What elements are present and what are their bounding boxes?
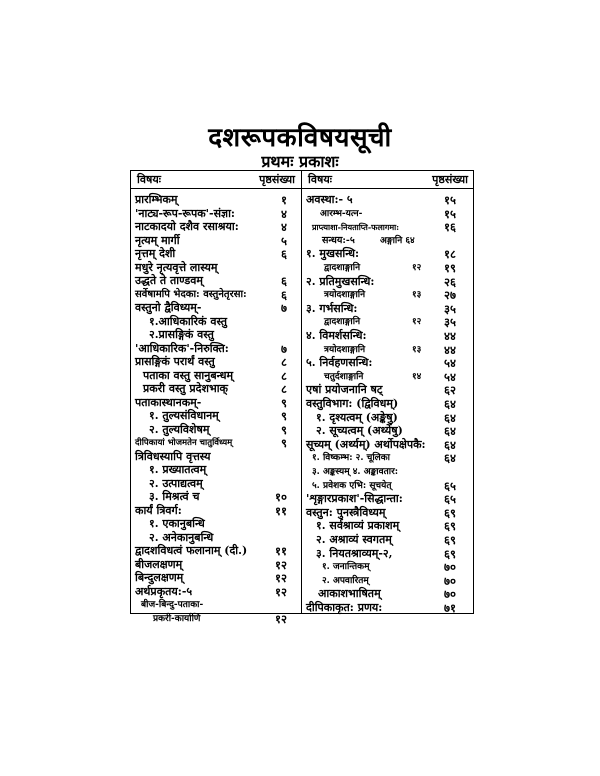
toc-entry-count: १४ bbox=[412, 371, 422, 382]
toc-row bbox=[131, 571, 301, 585]
toc-entry-text: २. अनेकानुबन्धि bbox=[149, 530, 214, 544]
toc-page-number: ४ bbox=[281, 220, 287, 234]
toc-page-number: १२ bbox=[275, 557, 287, 572]
toc-entry-count: १३ bbox=[412, 290, 422, 301]
toc-row bbox=[302, 234, 474, 248]
toc-row bbox=[302, 411, 474, 425]
toc-entry-text: १.आधिकारिकं वस्तु bbox=[149, 314, 227, 328]
toc-row bbox=[131, 531, 301, 545]
toc-entry-text: आरम्भ-यत्न- bbox=[320, 208, 363, 219]
toc-page-number: ९ bbox=[281, 422, 287, 437]
toc-page-number: ६ bbox=[281, 247, 287, 261]
toc-entry-text: २. सूच्यत्वम् (अर्थ्येषु) bbox=[316, 424, 403, 438]
toc-entry-count: १२ bbox=[412, 263, 422, 273]
toc-entry-text: प्राप्त्याशा-नियताप्ति-फलागमा: bbox=[312, 222, 400, 233]
toc-row bbox=[302, 329, 474, 343]
toc-entry-text: अवस्था:- ५ bbox=[306, 193, 353, 206]
toc-row bbox=[302, 261, 474, 275]
toc-page-number: २६ bbox=[444, 274, 456, 289]
toc-page-number: ९ bbox=[281, 409, 287, 423]
toc-entry-text: द्वादशाङ्गानि bbox=[324, 263, 361, 273]
toc-entry-text: एषां प्रयोजनानि षट् bbox=[306, 383, 383, 397]
header-rule bbox=[131, 188, 473, 189]
toc-page-number: ३५ bbox=[444, 301, 456, 316]
right-subject-header: विषयः bbox=[308, 173, 332, 186]
toc-page-number: १२ bbox=[275, 611, 287, 626]
toc-row bbox=[131, 409, 301, 423]
toc-row bbox=[131, 220, 301, 234]
toc-entry-text: १. मुखसन्धि: bbox=[306, 247, 360, 261]
toc-row bbox=[131, 423, 301, 437]
toc-row bbox=[302, 370, 474, 384]
toc-page-number: ७० bbox=[444, 560, 456, 575]
toc-row bbox=[302, 560, 474, 574]
toc-row bbox=[131, 382, 301, 396]
chapter-subtitle: प्रथमः प्रकाशः bbox=[261, 152, 339, 171]
toc-page-number: ६९ bbox=[444, 533, 456, 547]
toc-row bbox=[302, 506, 474, 520]
toc-page-number: ८ bbox=[281, 368, 287, 383]
toc-entry-text: वस्तुन: पुनस्त्रैविध्यम् bbox=[306, 505, 386, 519]
toc-page-number: ७० bbox=[444, 587, 456, 602]
toc-row bbox=[131, 585, 301, 599]
toc-entry-text: १. सर्वश्राव्यं प्रकाशम् bbox=[316, 519, 400, 533]
toc-row bbox=[131, 288, 301, 302]
toc-entry-text: नाटकादयो दशैव रसाश्रया: bbox=[135, 220, 239, 233]
toc-entry-text: १. एकानुबन्धि bbox=[149, 517, 205, 530]
toc-entry-text: ३. अङ्कस्यम् ४. अङ्कावतार: bbox=[312, 467, 399, 477]
toc-entry-text: सूच्यम् (अर्थ्यम्) अर्थोपक्षेपकै: bbox=[306, 437, 426, 451]
toc-row bbox=[302, 465, 474, 479]
toc-entry-text: वस्तुनो द्वैविध्यम्- bbox=[135, 301, 202, 314]
toc-row bbox=[302, 547, 474, 561]
toc-row bbox=[302, 479, 474, 493]
toc-row bbox=[131, 490, 301, 504]
toc-entry-text: प्रकरी वस्तु प्रदेशभाक् bbox=[143, 382, 228, 395]
toc-row bbox=[131, 598, 301, 612]
toc-row bbox=[131, 558, 301, 572]
toc-row bbox=[302, 275, 474, 289]
toc-row bbox=[302, 343, 474, 357]
toc-page-number: ५४ bbox=[444, 369, 456, 384]
toc-page-number: १८ bbox=[444, 247, 456, 262]
toc-entry-text: ३. नियतश्राव्यम्-२, bbox=[316, 546, 393, 560]
toc-page-number: ११ bbox=[275, 503, 287, 518]
toc-entry-text: २. अपवारितम् bbox=[322, 575, 369, 586]
toc-row bbox=[131, 247, 301, 261]
toc-row bbox=[302, 247, 474, 261]
toc-row bbox=[302, 315, 474, 329]
toc-row bbox=[131, 544, 301, 558]
toc-row bbox=[302, 356, 474, 370]
toc-entry-text: २. उत्पाद्यत्वम् bbox=[149, 476, 203, 490]
toc-row bbox=[302, 397, 474, 411]
toc-page-number: ६९ bbox=[444, 505, 456, 520]
toc-entry-count: १२ bbox=[412, 317, 422, 328]
toc-row bbox=[302, 451, 474, 465]
toc-row bbox=[131, 261, 301, 275]
toc-page-number: ४४ bbox=[444, 329, 456, 343]
toc-page-number: १६ bbox=[444, 220, 456, 235]
toc-page-number: ६४ bbox=[444, 410, 456, 425]
toc-row bbox=[302, 207, 474, 221]
toc-page-number: ६९ bbox=[444, 519, 456, 534]
toc-page-number: ६२ bbox=[444, 383, 456, 398]
toc-entry-text: बिन्दुलक्षणम् bbox=[135, 571, 184, 584]
toc-row bbox=[131, 517, 301, 531]
left-page-header: पृष्ठसंख्या bbox=[259, 173, 295, 186]
toc-entry-text: १. विष्कम्भ: २. चूलिका bbox=[312, 453, 391, 464]
toc-row bbox=[302, 492, 474, 506]
toc-row bbox=[302, 383, 474, 397]
toc-page-number: १२ bbox=[275, 571, 287, 585]
toc-row bbox=[302, 519, 474, 533]
toc-page-number: १५ bbox=[444, 193, 456, 207]
toc-entry-text: नृत्तम् देशी bbox=[135, 247, 176, 260]
toc-entry-text: १. दृश्यत्वम् (अङ्केषु) bbox=[316, 410, 398, 424]
toc-entry-text: प्रकरी-कार्याणि bbox=[153, 613, 201, 624]
toc-page-number: ६५ bbox=[444, 492, 456, 507]
toc-entry-text: २.प्रासङ्गिकं वस्तु bbox=[149, 328, 214, 341]
toc-entry-text: दीपिकायां भोजमतेन चातुर्विध्यम् bbox=[135, 438, 233, 448]
toc-row bbox=[302, 220, 474, 234]
toc-entry-text: बीज-बिन्दु-पताका- bbox=[141, 600, 204, 610]
toc-entry-count: अङ्गानि ६४ bbox=[380, 235, 415, 246]
toc-entry-text: दीपिकाकृत: प्रणय: bbox=[306, 601, 383, 614]
toc-row bbox=[131, 396, 301, 410]
toc-entry-text: द्वादशाङ्गानि bbox=[324, 317, 361, 328]
toc-page-number: ६४ bbox=[444, 437, 456, 452]
toc-entry-text: सन्धय:-५ bbox=[322, 234, 355, 246]
toc-row bbox=[131, 369, 301, 383]
toc-row bbox=[131, 315, 301, 329]
toc-entry-text: उद्धते ते ताण्डवम् bbox=[135, 274, 203, 287]
contents-table bbox=[130, 170, 474, 626]
toc-page-number: १२ bbox=[275, 584, 287, 599]
toc-page-number: ५ bbox=[281, 233, 287, 248]
toc-row bbox=[302, 302, 474, 316]
toc-page-number: ४४ bbox=[444, 342, 456, 357]
toc-row bbox=[131, 355, 301, 369]
toc-row bbox=[302, 288, 474, 302]
toc-entry-text: त्रयोदशाङ्गानि bbox=[324, 290, 366, 301]
toc-page-number: २७ bbox=[444, 288, 456, 303]
toc-page-number: ६४ bbox=[444, 424, 456, 439]
toc-page-number: ३५ bbox=[444, 315, 456, 330]
toc-entry-text: ३. गर्भसन्धि: bbox=[306, 301, 358, 315]
toc-row bbox=[131, 342, 301, 356]
right-page-header: पृष्ठसंख्या bbox=[432, 173, 468, 186]
toc-entry-text: वस्तुविभाग: (द्विविधम्) bbox=[306, 397, 399, 410]
toc-entry-text: पताका वस्तु सानुबन्धम् bbox=[143, 368, 234, 382]
toc-row bbox=[131, 477, 301, 491]
toc-entry-text: ५. निर्वहणसन्धि: bbox=[306, 356, 373, 370]
toc-entry-text: द्वादशविधत्वं फलानाम् (दी.) bbox=[135, 544, 248, 557]
toc-page-number: ६९ bbox=[444, 546, 456, 561]
toc-row bbox=[131, 234, 301, 248]
toc-entry-text: २. अश्राव्यं स्वगतम् bbox=[316, 533, 392, 546]
toc-page-number: ६४ bbox=[444, 451, 456, 466]
toc-entry-text: अर्थप्रकृतय:-५ bbox=[135, 584, 193, 598]
toc-row bbox=[302, 587, 474, 601]
toc-row bbox=[302, 601, 474, 615]
toc-row bbox=[302, 438, 474, 452]
toc-page-number: ६ bbox=[281, 287, 287, 302]
toc-page-number: ६ bbox=[281, 274, 287, 288]
page-title: दशरूपकविषयसूची bbox=[208, 123, 392, 153]
toc-page-number: ७ bbox=[281, 341, 287, 356]
toc-row bbox=[302, 533, 474, 547]
toc-row bbox=[302, 193, 474, 207]
toc-page-number: ४ bbox=[281, 206, 287, 221]
toc-entry-text: २. प्रतिमुखसन्धि: bbox=[306, 274, 375, 288]
toc-row bbox=[131, 436, 301, 450]
toc-entry-text: १. प्रख्यातत्वम् bbox=[149, 463, 207, 476]
toc-page-number: १९ bbox=[444, 261, 456, 275]
toc-page-number: ९ bbox=[281, 436, 287, 450]
toc-entry-text: प्रारम्भिकम् bbox=[135, 193, 178, 206]
toc-row bbox=[302, 574, 474, 588]
toc-page-number: ९ bbox=[281, 395, 287, 410]
toc-page-number: ७० bbox=[444, 573, 456, 588]
toc-page-number: १ bbox=[281, 193, 287, 207]
toc-entry-text: ५. प्रवेशक एभि: सूचयेत् bbox=[312, 480, 392, 491]
toc-row bbox=[131, 504, 301, 518]
left-subject-header: विषयः bbox=[137, 173, 161, 186]
toc-entry-text: 'आधिकारिक'-निरुक्ति: bbox=[135, 341, 229, 355]
toc-entry-text: नृत्यम् मार्गी bbox=[135, 233, 180, 247]
toc-entry-text: 'शृङ्गारप्रकाश'-सिद्धान्ता: bbox=[306, 492, 403, 506]
toc-row bbox=[131, 193, 301, 207]
toc-row bbox=[131, 274, 301, 288]
toc-entry-text: पताकास्थानकम्- bbox=[135, 395, 202, 409]
toc-entry-count: १३ bbox=[412, 344, 422, 355]
toc-row bbox=[131, 301, 301, 315]
toc-page-number: ८ bbox=[281, 382, 287, 396]
toc-entry-text: बीजलक्षणम् bbox=[135, 557, 183, 571]
toc-entry-text: कार्यं त्रिवर्ग: bbox=[135, 503, 182, 517]
toc-entry-text: मधुरे नृत्यवृत्ते लास्यम् bbox=[135, 260, 218, 274]
toc-page-number: ७ bbox=[281, 301, 287, 315]
toc-entry-text: सर्वेषामपि भेदका: वस्तुनेतृरसा: bbox=[135, 288, 247, 300]
toc-entry-text: ३. मिश्रत्वं च bbox=[149, 490, 200, 503]
toc-entry-text: ४. विमर्शसन्धि: bbox=[306, 329, 367, 342]
toc-entry-text: १. तुल्यसंविधानम् bbox=[149, 409, 219, 422]
toc-entry-text: आकाशभाषितम् bbox=[318, 587, 381, 601]
toc-page-number: ११ bbox=[275, 544, 287, 558]
toc-page-number: ६४ bbox=[444, 397, 456, 411]
toc-row bbox=[131, 463, 301, 477]
toc-row bbox=[131, 207, 301, 221]
toc-page-number: ७१ bbox=[444, 601, 456, 615]
toc-entry-text: प्रासङ्गिकं परार्थं वस्तु bbox=[135, 355, 215, 368]
toc-row bbox=[131, 450, 301, 464]
toc-row bbox=[131, 612, 301, 626]
toc-entry-text: चतुर्दशाङ्गानि bbox=[324, 371, 364, 382]
toc-row bbox=[302, 424, 474, 438]
toc-page-number: ८ bbox=[281, 355, 287, 369]
toc-row bbox=[131, 328, 301, 342]
toc-entry-text: 'नाट्य-रूप-रूपक'-संज्ञा: bbox=[135, 206, 235, 220]
toc-page-number: ६५ bbox=[444, 478, 456, 493]
toc-entry-text: १. जनान्तिकम् bbox=[322, 562, 370, 573]
toc-page-number: ५४ bbox=[444, 356, 456, 371]
toc-page-number: १५ bbox=[444, 206, 456, 221]
toc-entry-text: २. तुल्यविशेषम् bbox=[149, 422, 210, 436]
toc-entry-text: त्रयोदशाङ्गानि bbox=[324, 344, 366, 355]
toc-page-number: १० bbox=[275, 490, 287, 504]
toc-entry-text: त्रिविधस्यापि वृत्तस्य bbox=[135, 449, 211, 463]
